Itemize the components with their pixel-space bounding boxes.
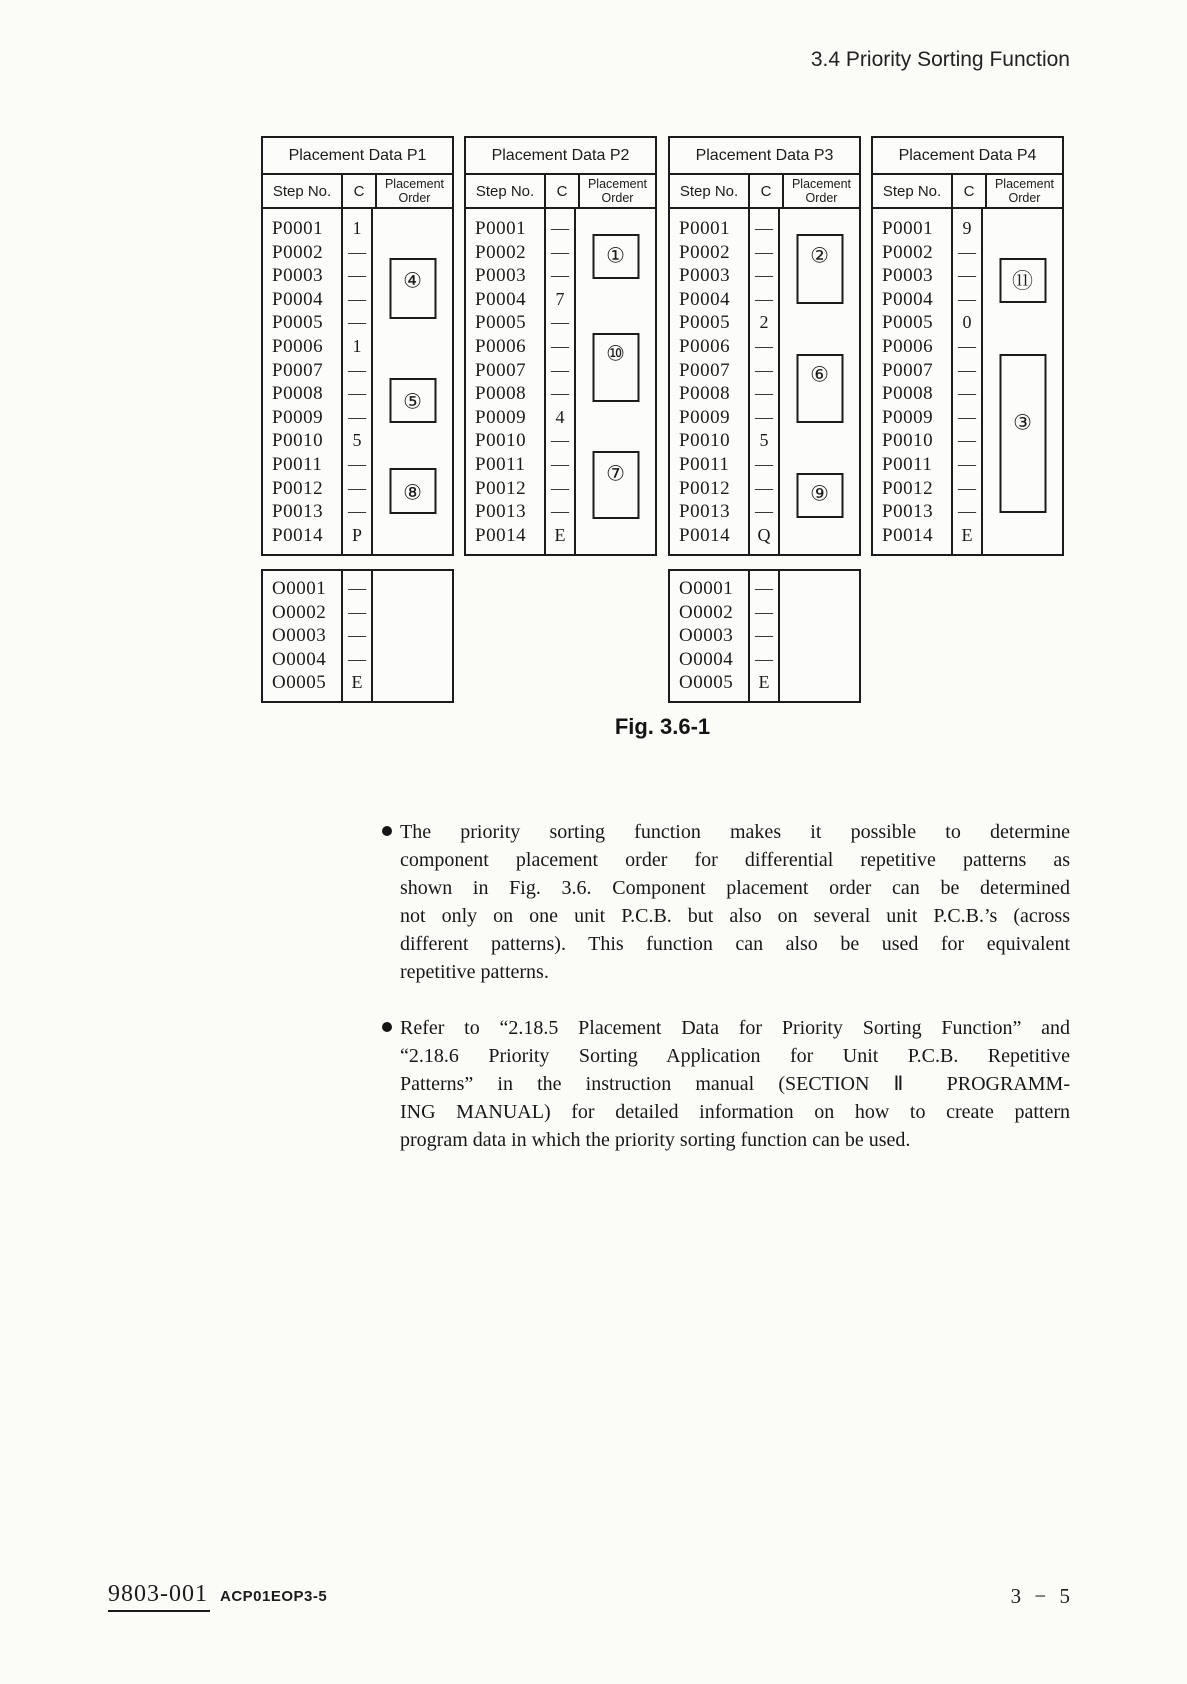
placement-table-p1 xyxy=(261,136,454,556)
c-cell: — xyxy=(755,578,773,598)
step-cell: P0012 xyxy=(475,477,527,499)
circled-number: ⑩ xyxy=(606,341,625,366)
step-cell: P0007 xyxy=(272,359,324,381)
step-cell: O0001 xyxy=(272,578,327,599)
placement-order-box xyxy=(999,258,1046,303)
step-column xyxy=(873,209,951,554)
step-cell: P0006 xyxy=(272,335,324,357)
step-column xyxy=(466,209,544,554)
count-column xyxy=(951,209,983,554)
col-header-c: C xyxy=(341,175,377,207)
doc-code: ACP01EOP3-5 xyxy=(220,1588,328,1605)
step-cell: P0005 xyxy=(272,312,324,334)
placement-order-box xyxy=(592,451,639,519)
c-cell: — xyxy=(348,625,366,646)
c-cell: — xyxy=(551,477,569,498)
step-cell: P0001 xyxy=(475,218,527,239)
bullet-line: shown in Fig. 3.6. Component placement order can be determined xyxy=(400,877,1070,899)
placement-order-column xyxy=(373,571,452,701)
step-cell: P0005 xyxy=(882,312,934,334)
c-cell: 0 xyxy=(962,312,972,333)
step-cell: P0011 xyxy=(882,453,933,475)
c-cell: — xyxy=(958,453,976,474)
col-header-c: C xyxy=(951,175,987,207)
col-header-step: Step No. xyxy=(475,182,535,200)
step-cell: P0006 xyxy=(882,335,934,357)
c-cell: 7 xyxy=(555,288,565,309)
circled-number: ③ xyxy=(1013,410,1032,435)
count-column xyxy=(544,209,576,554)
placement-order-box xyxy=(389,378,436,423)
step-cell: O0002 xyxy=(679,601,734,623)
placement-order-box xyxy=(389,258,436,319)
c-cell: — xyxy=(348,265,366,286)
placement-order-box xyxy=(389,468,436,514)
step-cell: P0004 xyxy=(882,288,934,310)
step-cell: P0005 xyxy=(475,312,527,334)
placement-order-box xyxy=(796,473,843,518)
c-cell: — xyxy=(348,359,366,380)
step-cell: P0010 xyxy=(882,430,934,452)
c-cell: E xyxy=(961,524,973,545)
bullet-list xyxy=(400,818,1070,1182)
page-number: 3 − 5 xyxy=(1010,1584,1070,1608)
bullet-line: component placement order for differential repetitive patterns as xyxy=(400,849,1070,871)
table-body xyxy=(670,571,859,701)
c-cell: — xyxy=(755,453,773,474)
table-title: Placement Data P3 xyxy=(670,138,859,175)
step-cell: O0005 xyxy=(272,672,327,694)
placement-table-p4 xyxy=(871,136,1064,556)
step-cell: P0002 xyxy=(475,241,527,263)
c-cell: — xyxy=(755,288,773,309)
table-body xyxy=(873,209,1062,554)
c-cell: — xyxy=(348,453,366,474)
step-cell: P0014 xyxy=(475,524,527,546)
c-cell: Q xyxy=(757,524,771,545)
c-cell: — xyxy=(755,265,773,286)
c-cell: — xyxy=(958,359,976,380)
step-cell: P0007 xyxy=(882,359,934,381)
c-cell: 5 xyxy=(352,430,362,451)
bullet-icon xyxy=(382,1022,392,1032)
col-header-step: Step No. xyxy=(272,182,332,200)
bullet-paragraph xyxy=(400,818,1070,986)
col-header-placement-order: Placement Order xyxy=(384,177,445,205)
c-cell: — xyxy=(551,218,569,238)
bullet-icon xyxy=(382,826,392,836)
table-title: Placement Data P4 xyxy=(873,138,1062,175)
placement-order-column xyxy=(983,209,1062,554)
table-column-headers xyxy=(263,175,452,209)
table-body xyxy=(466,209,655,554)
step-cell: P0001 xyxy=(882,218,934,239)
c-cell: — xyxy=(755,241,773,262)
placement-order-column xyxy=(576,209,655,554)
placement-table-p3 xyxy=(668,136,861,556)
table-body xyxy=(263,571,452,701)
figure-caption: Fig. 3.6-1 xyxy=(614,714,711,739)
step-cell: P0013 xyxy=(679,501,731,523)
circled-number: ① xyxy=(606,243,625,268)
col-header-c: C xyxy=(544,175,580,207)
step-cell: P0011 xyxy=(679,453,730,475)
bullet-line: Refer to “2.18.5 Placement Data for Priority Sorting Function” and xyxy=(400,1017,1070,1039)
step-cell: P0008 xyxy=(679,383,731,405)
step-cell: P0013 xyxy=(272,501,324,523)
col-header-placement-order: Placement Order xyxy=(587,177,648,205)
table-column-headers xyxy=(873,175,1062,209)
c-cell: — xyxy=(348,383,366,404)
circled-number: ⑤ xyxy=(403,389,422,414)
c-cell: — xyxy=(348,288,366,309)
c-cell: — xyxy=(348,501,366,522)
c-cell: — xyxy=(348,406,366,427)
table-column-headers xyxy=(466,175,655,209)
count-column xyxy=(341,571,373,701)
c-cell: — xyxy=(348,601,366,622)
bullet-line: repetitive patterns. xyxy=(400,961,549,983)
bullet-line: different patterns). This function can also be used for equivalent xyxy=(400,933,1070,955)
step-cell: P0010 xyxy=(272,430,324,452)
step-cell: P0009 xyxy=(272,406,324,428)
c-cell: 2 xyxy=(759,312,769,333)
c-cell: 1 xyxy=(352,218,362,238)
bullet-line: not only on one unit P.C.B. but also on several unit P.C.B.’s (across xyxy=(400,905,1070,927)
placement-order-column xyxy=(373,209,452,554)
placement-order-box xyxy=(999,354,1046,513)
bullet-paragraph xyxy=(400,1014,1070,1154)
step-cell: P0014 xyxy=(882,524,934,546)
step-cell: P0003 xyxy=(679,265,731,287)
step-cell: P0003 xyxy=(475,265,527,287)
bullet-line: “2.18.6 Priority Sorting Application for Unit P.C.B. Repetitive xyxy=(400,1045,1070,1067)
step-cell: P0014 xyxy=(679,524,731,546)
step-cell: P0006 xyxy=(679,335,731,357)
c-cell: — xyxy=(755,625,773,646)
c-cell: 5 xyxy=(759,430,769,451)
step-cell: O0001 xyxy=(679,578,734,599)
circled-number: ⑦ xyxy=(606,461,625,486)
table-body xyxy=(670,209,859,554)
step-cell: P0011 xyxy=(475,453,526,475)
c-cell: 1 xyxy=(352,335,362,356)
table-title: Placement Data P2 xyxy=(466,138,655,175)
placement-table-p2 xyxy=(464,136,657,556)
step-cell: P0005 xyxy=(679,312,731,334)
count-column xyxy=(748,209,780,554)
c-cell: P xyxy=(351,524,362,545)
c-cell: — xyxy=(348,241,366,262)
step-cell: P0009 xyxy=(475,406,527,428)
c-cell: — xyxy=(755,335,773,356)
step-cell: P0012 xyxy=(272,477,324,499)
c-cell: — xyxy=(958,430,976,451)
step-cell: P0013 xyxy=(882,501,934,523)
c-cell: — xyxy=(958,501,976,522)
bullet-line: ING MANUAL) for detailed information on how to create pattern xyxy=(400,1101,1070,1123)
placement-order-box xyxy=(592,333,639,402)
placement-order-box xyxy=(796,354,843,423)
c-cell: 9 xyxy=(962,218,972,238)
col-header-placement-order: Placement Order xyxy=(994,177,1055,205)
c-cell: — xyxy=(551,453,569,474)
step-cell: P0003 xyxy=(882,265,934,287)
step-cell: P0009 xyxy=(882,406,934,428)
c-cell: — xyxy=(958,383,976,404)
step-cell: O0003 xyxy=(679,625,734,647)
table-body xyxy=(263,209,452,554)
step-cell: P0006 xyxy=(475,335,527,357)
table-title: Placement Data P1 xyxy=(263,138,452,175)
step-cell: P0013 xyxy=(475,501,527,523)
c-cell: — xyxy=(755,218,773,238)
c-cell: — xyxy=(755,477,773,498)
placement-order-column xyxy=(780,209,859,554)
c-cell: 4 xyxy=(555,406,565,427)
step-cell: P0008 xyxy=(882,383,934,405)
c-cell: — xyxy=(755,406,773,427)
step-cell: P0010 xyxy=(475,430,527,452)
step-cell: P0008 xyxy=(475,383,527,405)
c-cell: — xyxy=(958,288,976,309)
step-column xyxy=(263,571,341,701)
step-cell: P0012 xyxy=(882,477,934,499)
c-cell: — xyxy=(551,430,569,451)
section-header: 3.4 Priority Sorting Function xyxy=(810,48,1070,71)
c-cell: — xyxy=(755,359,773,380)
c-cell: — xyxy=(551,312,569,333)
count-column xyxy=(341,209,373,554)
doc-number: 9803-001 xyxy=(108,1581,210,1612)
option-table-2 xyxy=(668,569,861,703)
step-column xyxy=(263,209,341,554)
circled-number: ④ xyxy=(403,268,422,293)
c-cell: — xyxy=(551,335,569,356)
step-cell: O0005 xyxy=(679,672,734,694)
step-cell: P0008 xyxy=(272,383,324,405)
placement-order-column xyxy=(780,571,859,701)
c-cell: — xyxy=(551,383,569,404)
bullet-line: Patterns” in the instruction manual (SECTION Ⅱ PROGRAMM- xyxy=(400,1073,1070,1095)
c-cell: E xyxy=(758,672,770,693)
placement-order-box xyxy=(592,234,639,279)
step-cell: P0001 xyxy=(272,218,324,239)
count-column xyxy=(748,571,780,701)
c-cell: — xyxy=(551,265,569,286)
option-table-1 xyxy=(261,569,454,703)
step-cell: P0001 xyxy=(679,218,731,239)
step-cell: P0014 xyxy=(272,524,324,546)
c-cell: — xyxy=(348,477,366,498)
footer-left xyxy=(108,1581,327,1612)
step-cell: P0004 xyxy=(475,288,527,310)
c-cell: E xyxy=(554,524,566,545)
col-header-placement-order: Placement Order xyxy=(791,177,852,205)
circled-number: ⑪ xyxy=(1012,269,1033,294)
step-cell: P0007 xyxy=(475,359,527,381)
circled-number: ⑨ xyxy=(810,481,829,506)
step-cell: P0004 xyxy=(272,288,324,310)
c-cell: — xyxy=(348,578,366,598)
circled-number: ⑥ xyxy=(810,362,829,387)
c-cell: E xyxy=(351,672,363,693)
circled-number: ② xyxy=(810,243,829,268)
c-cell: — xyxy=(551,501,569,522)
c-cell: — xyxy=(958,241,976,262)
c-cell: — xyxy=(755,501,773,522)
step-cell: O0004 xyxy=(272,648,327,670)
c-cell: — xyxy=(958,406,976,427)
col-header-c: C xyxy=(748,175,784,207)
step-cell: P0002 xyxy=(679,241,731,263)
step-cell: P0012 xyxy=(679,477,731,499)
bullet-line: The priority sorting function makes it possible to determine xyxy=(400,821,1070,843)
step-cell: O0003 xyxy=(272,625,327,647)
col-header-step: Step No. xyxy=(679,182,739,200)
c-cell: — xyxy=(348,648,366,669)
c-cell: — xyxy=(755,383,773,404)
c-cell: — xyxy=(958,265,976,286)
step-cell: O0002 xyxy=(272,601,327,623)
c-cell: — xyxy=(755,601,773,622)
c-cell: — xyxy=(551,241,569,262)
table-column-headers xyxy=(670,175,859,209)
step-cell: P0003 xyxy=(272,265,324,287)
step-cell: P0007 xyxy=(679,359,731,381)
circled-number: ⑧ xyxy=(403,480,422,505)
step-cell: P0009 xyxy=(679,406,731,428)
c-cell: — xyxy=(551,359,569,380)
step-column xyxy=(670,571,748,701)
placement-order-box xyxy=(796,234,843,304)
step-cell: P0002 xyxy=(272,241,324,263)
step-cell: P0011 xyxy=(272,453,323,475)
step-cell: P0004 xyxy=(679,288,731,310)
c-cell: — xyxy=(958,335,976,356)
c-cell: — xyxy=(958,477,976,498)
col-header-step: Step No. xyxy=(882,182,942,200)
step-cell: O0004 xyxy=(679,648,734,670)
step-cell: P0002 xyxy=(882,241,934,263)
step-column xyxy=(670,209,748,554)
c-cell: — xyxy=(348,312,366,333)
c-cell: — xyxy=(755,648,773,669)
step-cell: P0010 xyxy=(679,430,731,452)
bullet-line: program data in which the priority sorting function can be used. xyxy=(400,1129,911,1151)
